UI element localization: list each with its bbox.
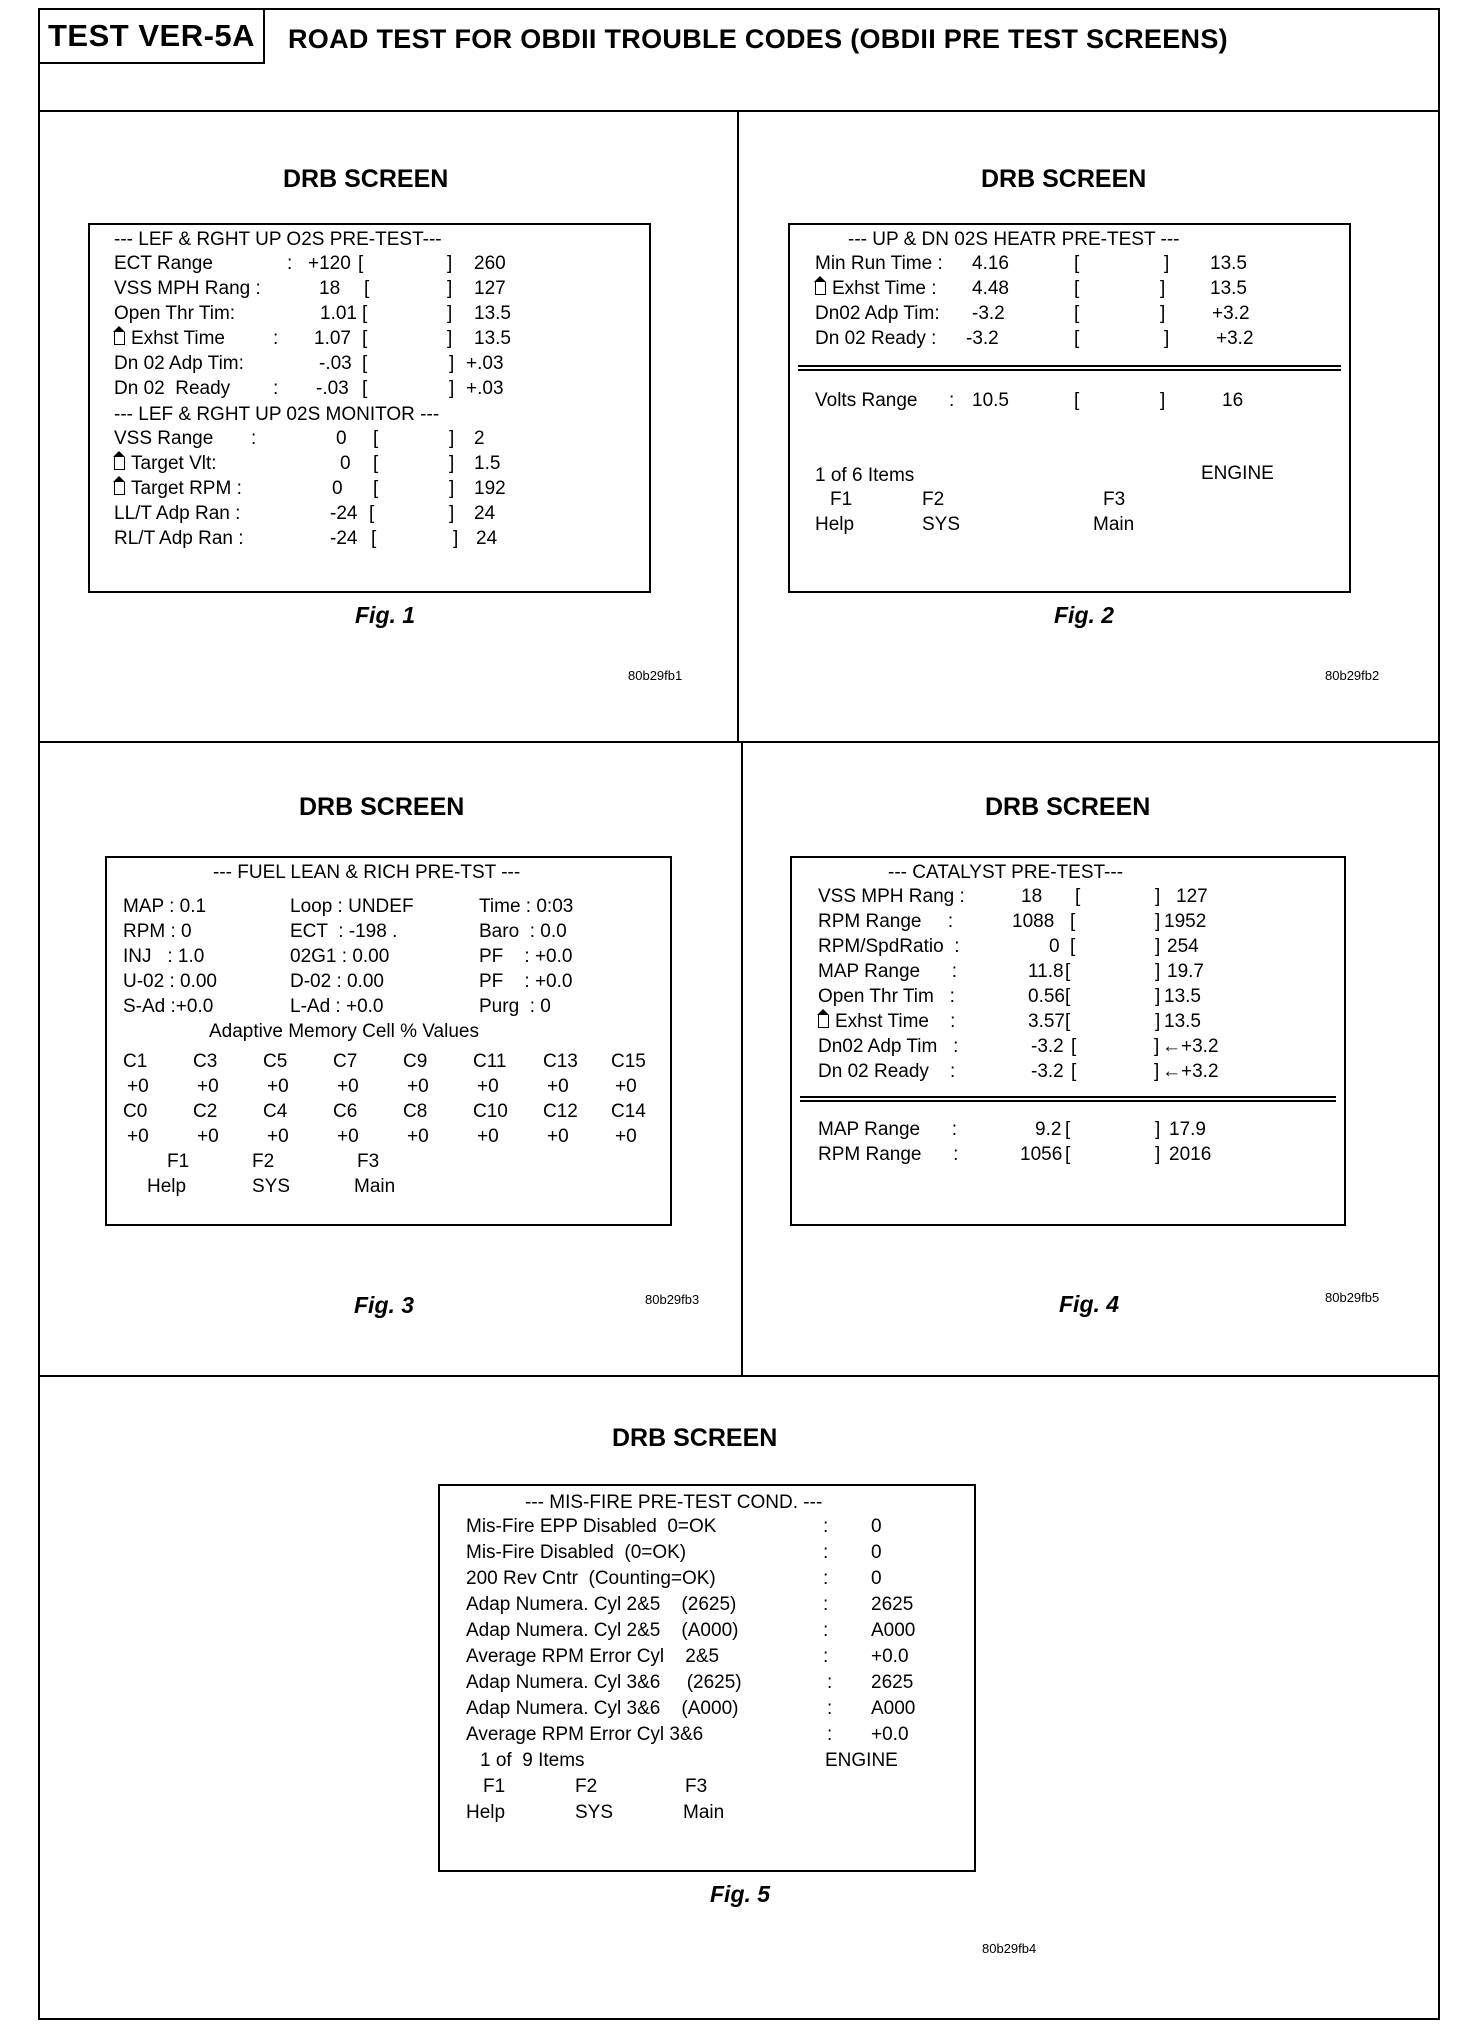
test-tag: TEST VER-5A <box>38 8 265 64</box>
fig3-title: --- FUEL LEAN & RICH PRE-TST --- <box>213 862 521 883</box>
f2-key[interactable]: F2 <box>252 1151 275 1172</box>
help-label[interactable]: Help <box>815 514 855 535</box>
f1-key[interactable]: F1 <box>167 1151 190 1172</box>
adaptive-heading: Adaptive Memory Cell % Values <box>209 1021 479 1042</box>
fig3-code: 80b29fb3 <box>645 1292 700 1307</box>
items-counter: 1 of 6 Items <box>815 465 915 486</box>
page-title: ROAD TEST FOR OBDII TROUBLE CODES (OBDII PRE TEST SCREENS) <box>288 24 1228 54</box>
main-label[interactable]: Main <box>683 1802 725 1823</box>
fig3-screen: --- FUEL LEAN & RICH PRE-TST --- MAP : 0.1 Loop : UNDEF Time : 0:03 RPM : 0 ECT : -198 . Baro : 0.0 INJ : 1.0 02G1 : 0.00 PF : +0.0 U-02 : 0.00 D-02 : 0.00 PF : +0.0 S-Ad :+0.0 L-Ad : +0.0 Purg : 0 Adaptive Memory Cell % Values C1 C3 C5 C7 C9 C11 C13 C15 +0 +0 +0 +0 +0 +0 +0 +0 C0 C2 C4 C6 C8 C10 C12 C14 +0 +0 +0 +0 +0 +0 +0 +0 F1 F2 F3 Help SYS Main <box>105 856 672 1226</box>
divider-h-2 <box>40 1375 1438 1377</box>
fig1-screen: --- LEF & RGHT UP O2S PRE-TEST--- ECT Range : +120 [ ] 260 VSS MPH Rang : 18 [ ] 127 Open Thr Tim: 1.01 [ ] 13.5 Exhst Time : 1.07 [ ] 13.5 Dn 02 Adp Tim: -.03 [ ] +.03 Dn 02 Ready : -.03 [ ] +.03 --- LEF & RGHT UP 02S MONITOR --- VSS Range : 0 [ ] 2 Target Vlt: 0 [ ] 1.5 Target RPM : 0 [ ] 192 LL/T Adp Ran : -24 [ ] 24 RL/T Adp Ran : -24 [ ] 24 <box>88 223 651 593</box>
engine-label: ENGINE <box>1201 463 1274 484</box>
divider-v-mid <box>741 741 743 1376</box>
fig4-screen: --- CATALYST PRE-TEST--- VSS MPH Rang : 18 [ ] 127 RPM Range : 1088 [ ] 1952 RPM/SpdRatio : 0 [ ] 254 MAP Range : 11.8 [ ] 19.7 Open Thr Tim : 0.56 [ ] 13.5 Exhst Time : 3.57 [ ] 13.5 Dn02 Adp Tim : -3.2 [ ] ←+3.2 Dn 02 Ready : -3.2 [ ] ←+3.2 MAP Range : 9.2 [ ] 17.9 RPM Range : 1056 [ ] 2016 <box>790 856 1346 1226</box>
main-label[interactable]: Main <box>354 1176 396 1197</box>
drb-screen-label-4: DRB SCREEN <box>985 793 1151 821</box>
drb-screen-label-3: DRB SCREEN <box>299 793 465 821</box>
fig2-screen: --- UP & DN 02S HEATR PRE-TEST --- Min Run Time : 4.16 [ ] 13.5 Exhst Time : 4.48 [ ] 13.5 Dn02 Adp Tim: -3.2 [ ] +3.2 Dn 02 Ready : -3.2 [ ] +3.2 Volts Range : 10.5 [ ] 16 1 of 6 Items ENGINE F1 F2 F3 Help SYS Main <box>788 223 1351 593</box>
sys-label[interactable]: SYS <box>252 1176 291 1197</box>
drb-screen-label-5: DRB SCREEN <box>612 1424 778 1452</box>
fig5-screen: --- MIS-FIRE PRE-TEST COND. --- Mis-Fire EPP Disabled 0=OK : 0 Mis-Fire Disabled (0=OK) : 0 200 Rev Cntr (Counting=OK) : 0 Adap Numera. Cyl 2&5 (2625) : 2625 Adap Numera. Cyl 2&5 (A000) : A000 Average RPM Error Cyl 2&5 : +0.0 Adap Numera. Cyl 3&6 (2625) : 2625 Adap Numera. Cyl 3&6 (A000) : A000 Average RPM Error Cyl 3&6 : +0.0 1 of 9 Items ENGINE F1 F2 F3 Help SYS Main <box>438 1484 976 1872</box>
main-label[interactable]: Main <box>1093 514 1135 535</box>
f2-key[interactable]: F2 <box>922 489 945 510</box>
fig1-code: 80b29fb1 <box>628 668 683 683</box>
fig5-code: 80b29fb4 <box>982 1941 1037 1956</box>
fig1-subtitle: --- LEF & RGHT UP 02S MONITOR --- <box>114 404 440 425</box>
fig5-title: --- MIS-FIRE PRE-TEST COND. --- <box>525 1492 823 1513</box>
delta-icon <box>114 332 125 345</box>
sys-label[interactable]: SYS <box>922 514 961 535</box>
divider-h-1 <box>40 741 1438 743</box>
fig1-caption: Fig. 1 <box>355 602 416 628</box>
document-page <box>38 8 1440 2020</box>
header <box>40 10 1438 112</box>
f3-key[interactable]: F3 <box>357 1151 380 1172</box>
engine-label: ENGINE <box>825 1750 898 1771</box>
help-label[interactable]: Help <box>466 1802 506 1823</box>
double-rule <box>798 365 1341 371</box>
drb-screen-label-2: DRB SCREEN <box>981 165 1147 193</box>
fig5-caption: Fig. 5 <box>710 1881 771 1907</box>
double-rule <box>800 1096 1336 1102</box>
fig2-code: 80b29fb2 <box>1325 668 1380 683</box>
fig4-caption: Fig. 4 <box>1059 1291 1120 1317</box>
drb-screen-label-1: DRB SCREEN <box>283 165 449 193</box>
fig2-title: --- UP & DN 02S HEATR PRE-TEST --- <box>848 229 1180 250</box>
f3-key[interactable]: F3 <box>685 1776 708 1797</box>
help-label[interactable]: Help <box>147 1176 187 1197</box>
items-counter: 1 of 9 Items <box>480 1750 585 1771</box>
delta-icon <box>815 282 826 295</box>
f1-key[interactable]: F1 <box>483 1776 506 1797</box>
f1-key[interactable]: F1 <box>830 489 853 510</box>
delta-icon <box>114 457 125 470</box>
delta-icon <box>114 482 125 495</box>
fig4-title: --- CATALYST PRE-TEST--- <box>888 862 1124 883</box>
fig2-caption: Fig. 2 <box>1054 602 1115 628</box>
divider-v-top <box>737 110 739 742</box>
delta-icon <box>818 1015 829 1028</box>
fig4-code: 80b29fb5 <box>1325 1290 1380 1305</box>
fig3-caption: Fig. 3 <box>354 1292 415 1318</box>
sys-label[interactable]: SYS <box>575 1802 614 1823</box>
f2-key[interactable]: F2 <box>575 1776 598 1797</box>
fig1-title: --- LEF & RGHT UP O2S PRE-TEST--- <box>114 229 442 250</box>
f3-key[interactable]: F3 <box>1103 489 1126 510</box>
